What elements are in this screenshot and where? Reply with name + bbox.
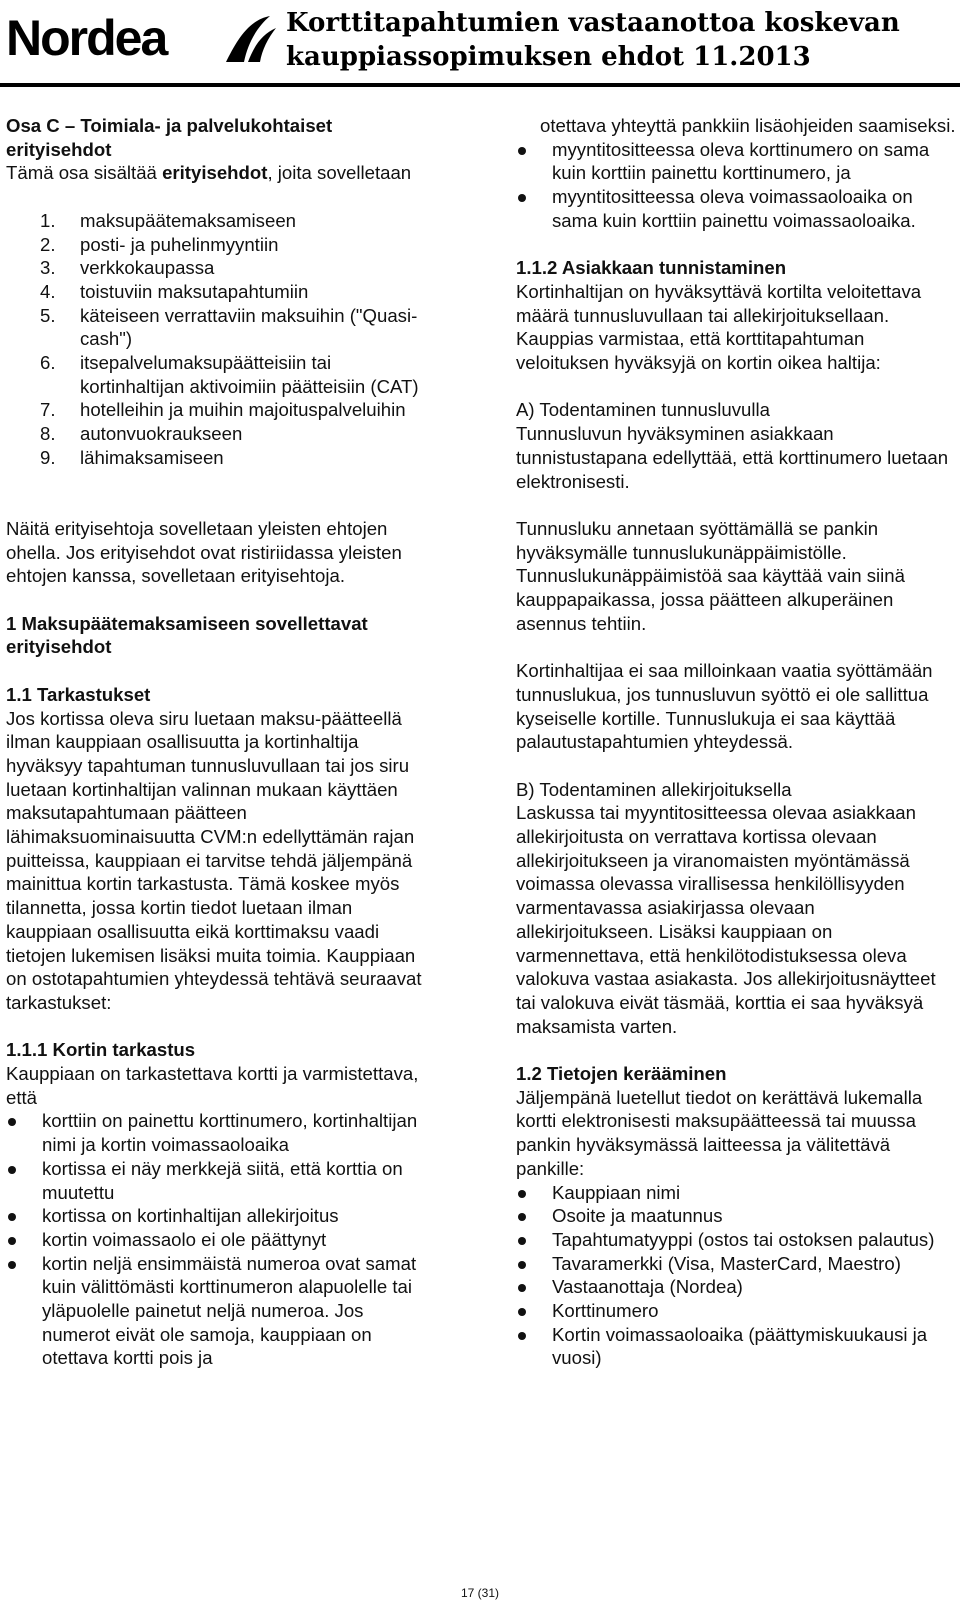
logo-wordmark: Nordea [6, 10, 167, 66]
list-item: 1. maksupäätemaksamiseen [40, 209, 296, 231]
bullet-icon [8, 1261, 16, 1269]
pin-restriction-text: Kortinhaltijaa ei saa milloinkaan vaatia syöttämään tunnuslukua, jos tunnusluvun syöttö ei ole sallittua kyseiselle kortille. Tunnuslukuja ei saa käyttää palautustapahtumien yhteydessä. [516, 660, 933, 753]
data-collection-list [516, 1181, 956, 1371]
receipt-check-list [516, 138, 956, 233]
intro-text-c: , joita sovelletaan [267, 162, 412, 184]
list-item: Osoite ja maatunnus [516, 1204, 956, 1228]
continued-text: otettava yhteyttä pankkiin lisäohjeiden saamiseksi. [540, 115, 956, 136]
page-number: 17 (31) [460, 1586, 500, 1600]
bullet-icon [518, 1213, 526, 1221]
pin-verification-heading: A) Todentaminen tunnusluvulla [516, 399, 770, 421]
list-item: 2. posti- ja puhelinmyyntiin [40, 233, 279, 255]
list-item: myyntitositteessa oleva voimassaoloaika on sama kuin korttiin painettu voimassaoloaika. [516, 185, 956, 232]
scope-list [6, 209, 436, 470]
section-1-2-text: Jäljempänä luetellut tiedot on kerättävä lukemalla kortti elektronisesti maksupäätteessä tai muussa pankin hyväksymässä laitteessa ja välitettävä pankille: [516, 1086, 923, 1179]
list-item: Tavaramerkki (Visa, MasterCard, Maestro) [516, 1252, 956, 1276]
list-item: 7. hotelleihin ja muihin majoituspalveluihin [40, 399, 406, 421]
list-item: 5. käteiseen verrattaviin maksuihin ("Quasi-cash") [40, 304, 418, 350]
bullet-icon [518, 1261, 526, 1269]
list-item: Kortin voimassaoloaika (päättymiskuukausi ja vuosi) [516, 1323, 956, 1370]
list-item: Vastaanottaja (Nordea) [516, 1275, 956, 1299]
list-item: 8. autonvuokraukseen [40, 423, 243, 445]
bullet-icon [518, 1284, 526, 1292]
section-1-1-2-heading: 1.1.2 Asiakkaan tunnistaminen [516, 257, 787, 279]
list-item: myyntitositteessa oleva korttinumero on sama kuin korttiin painettu korttinumero, ja [516, 138, 956, 185]
section-1-2-heading: 1.2 Tietojen kerääminen [516, 1063, 727, 1085]
left-column [6, 114, 436, 1370]
part-heading: Osa C – Toimiala- ja palvelukohtaiset erityisehdot [6, 115, 333, 160]
list-item: 4. toistuviin maksutapahtumiin [40, 280, 309, 302]
section-1-1-2-text: Kortinhaltijan on hyväksyttävä kortilta veloitettava määrä tunnusluvullaan tai allekirjoituksellaan. Kauppias varmistaa, että korttitapahtuman veloituksen hyväksyjä on kortin oikea haltija: [516, 280, 922, 374]
page-header [0, 0, 960, 90]
apply-paragraph: Näitä erityisehtoja sovelletaan yleisten ehtojen ohella. Jos erityisehdot ovat ristiriidassa yleisten ehtojen kanssa, sovelletaan erityisehtoja. [6, 517, 402, 587]
list-item: 3. verkkokaupassa [40, 257, 215, 279]
bullet-icon [8, 1166, 16, 1174]
section-1-1-heading: 1.1 Tarkastukset [6, 683, 151, 705]
intro-text-bold: erityisehdot [162, 162, 268, 184]
bullet-icon [8, 1118, 16, 1126]
bullet-icon [8, 1213, 16, 1221]
bullet-icon [518, 194, 526, 202]
signature-verification-heading: B) Todentaminen allekirjoituksella [516, 778, 792, 800]
bullet-icon [8, 1237, 16, 1245]
card-check-list [6, 1109, 436, 1370]
section-1-1-1-text: Kauppiaan on tarkastettava kortti ja varmistettava, että [6, 1063, 419, 1108]
bullet-icon [518, 1332, 526, 1340]
bullet-icon [518, 147, 526, 155]
signature-verification-text: Laskussa tai myyntitositteessa olevaa asiakkaan allekirjoitusta on verrattava kortissa olevaan allekirjoitukseen ja viranomaisten myöntämässä voimassa olevassa virallisessa henkilöllisyyden varmentavassa asiakirjassa olevaan allekirjoitukseen. Lisäksi kauppiaan on varmennettava, että henkilötodistuksessa oleva valokuva vastaa asiakasta. Jos allekirjoitusnäytteet tai valokuva eivät täsmää, korttia ei saa hyväksyä maksamista varten. [516, 802, 936, 1037]
bullet-icon [518, 1190, 526, 1198]
list-item: kortissa ei näy merkkejä siitä, että korttia on muutettu [6, 1157, 436, 1204]
pin-verification-text: Tunnusluvun hyväksyminen asiakkaan tunnistustapana edellyttää, että korttinumero luetaan elektronisesti. [516, 423, 949, 492]
header-rule [0, 83, 960, 87]
list-item: kortin neljä ensimmäistä numeroa ovat samat kuin välittömästi korttinumeron alapuolelle tai yläpuolelle painetut neljä numeroa. Jos numerot eivät ole samoja, kauppiaan on otettava kortti pois ja [6, 1252, 436, 1371]
nordea-logo [6, 12, 274, 64]
document-title: Korttitapahtumien vastaanottoa koskevan kauppiassopimuksen ehdot 11.2013 [286, 8, 900, 72]
right-column [516, 114, 956, 1370]
list-item: Kauppiaan nimi [516, 1181, 956, 1205]
list-item: 9. lähimaksamiseen [40, 446, 224, 468]
list-item: kortissa on kortinhaltijan allekirjoitus [6, 1204, 436, 1228]
section-1-heading: 1 Maksupäätemaksamiseen sovellettavat erityisehdot [6, 612, 368, 658]
section-1-1-text: Jos kortissa oleva siru luetaan maksu-päätteellä ilman kauppiaan osallisuutta ja kortinhaltija hyväksyy tapahtuman tunnusluvullaan tai jos siru luetaan kortinhaltijan valinnan mukaan käyttäen maksutapahtumaan päätteen lähimaksuominaisuutta CVM:n edellyttämän rajan puitteissa, kauppiaan ei tarvitse tehdä jäljempänä mainittua kortin tarkastusta. Tämä koskee myös tilannetta, jossa kortin tiedot luetaan ilman kauppiaan osallisuutta eikä korttimaksu vaadi tietojen lukemisen lisäksi muita toimia. Kauppiaan on ostotapahtumien yhteydessä tehtävä seuraavat tarkastukset: [6, 707, 422, 1013]
pin-entry-text: Tunnusluku annetaan syöttämällä se pankin hyväksymälle tunnuslukunäppäimistölle. Tunnuslukunäppäimistöä saa käyttää vain siinä kauppapaikassa, jossa päätteen alkuperäinen asennus tehtiin. [516, 517, 905, 634]
intro-text-a: Tämä osa sisältää [6, 162, 163, 184]
list-item: Tapahtumatyyppi (ostos tai ostoksen palautus) [516, 1228, 956, 1252]
intro-paragraph [6, 161, 436, 185]
bullet-icon [518, 1308, 526, 1316]
section-1-1-1-heading: 1.1.1 Kortin tarkastus [6, 1039, 196, 1061]
list-item: korttiin on painettu korttinumero, kortinhaltijan nimi ja kortin voimassaoloaika [6, 1109, 436, 1156]
list-item: 6. itsepalvelumaksupäätteisiin tai kortinhaltijan aktivoimiin päätteisiin (CAT) [40, 352, 419, 397]
list-item: kortin voimassaolo ei ole päättynyt [6, 1228, 436, 1252]
logo-swirl-icon [218, 12, 278, 68]
list-item: Korttinumero [516, 1299, 956, 1323]
bullet-icon [518, 1237, 526, 1245]
